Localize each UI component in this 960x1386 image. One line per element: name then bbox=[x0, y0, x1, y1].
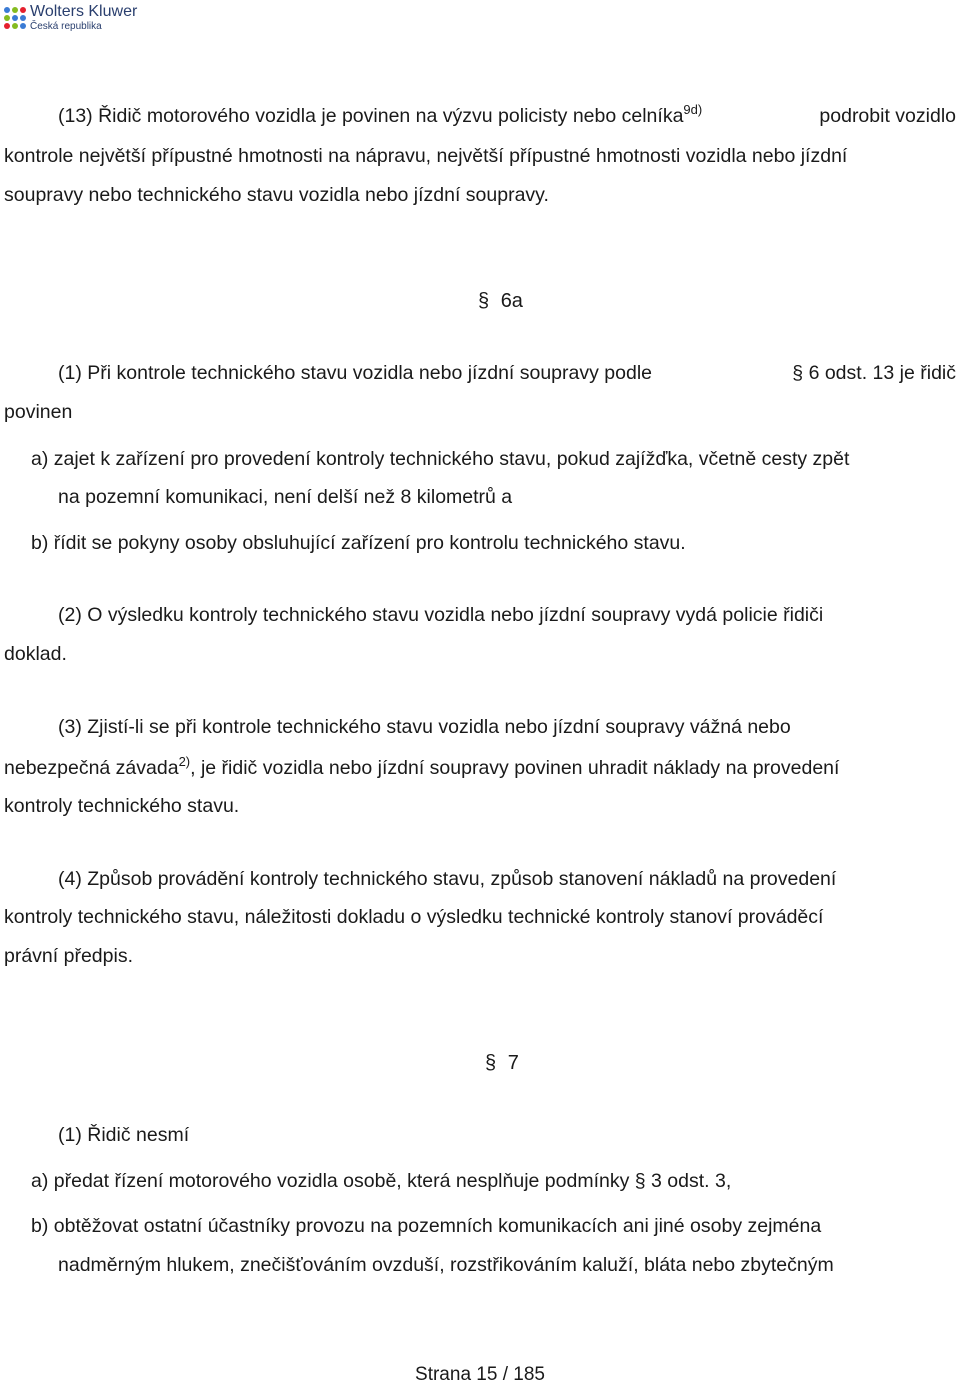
para-13-line-2: kontrole největší přípustné hmotnosti na nápravu, největší přípustné hmotnosti vozidla nebo jízdní bbox=[4, 145, 848, 167]
section-sign-icon: § bbox=[478, 290, 490, 312]
section-sign-icon: § bbox=[634, 1170, 646, 1192]
para-13-line-3: soupravy nebo technického stavu vozidla nebo jízdní soupravy. bbox=[4, 184, 549, 206]
para-6a-3-line-1: (3) Zjistí-li se při kontrole technického stavu vozidla nebo jízdní soupravy vážná nebo bbox=[58, 716, 791, 738]
publisher-logo bbox=[4, 4, 137, 32]
para-6a-4-line-2: kontroly technického stavu, náležitosti dokladu o výsledku technické kontroly stanoví prováděcí bbox=[4, 906, 824, 928]
logo-brand: Wolters Kluwer bbox=[30, 3, 138, 20]
item-7-b-line-2: nadměrným hlukem, znečišťováním ovzduší, rozstřikováním kaluží, bláta nebo zbytečným bbox=[58, 1254, 834, 1276]
para-13-text-b: podrobit vozidlo bbox=[819, 105, 956, 127]
section-number: 6a bbox=[500, 290, 523, 312]
footnote-ref: 2) bbox=[178, 754, 191, 769]
para-6a-3-line-2 bbox=[4, 754, 956, 779]
para-6a-1-line-1 bbox=[58, 362, 956, 384]
para-7-1: (1) Řidič nesmí bbox=[58, 1124, 190, 1146]
para-6a-2-line-1: (2) O výsledku kontroly technického stavu vozidla nebo jízdní soupravy vydá policie řidiči bbox=[58, 604, 824, 626]
para-6a-3-text-a: nebezpečná závada bbox=[4, 757, 179, 779]
item-7-a-text: a) předat řízení motorového vozidla osobě, která nesplňuje podmínky bbox=[31, 1170, 630, 1192]
item-b: b) řídit se pokyny osoby obsluhující zařízení pro kontrolu technického stavu. bbox=[31, 532, 686, 554]
item-a-line-1: a) zajet k zařízení pro provedení kontroly technického stavu, pokud zajížďka, včetně cesty zpět bbox=[31, 448, 850, 470]
item-7-a bbox=[31, 1170, 731, 1192]
para-13-line-1 bbox=[58, 102, 956, 127]
section-heading-7 bbox=[485, 1052, 519, 1075]
para-13-text-a: (13) Řidič motorového vozidla je povinen na výzvu policisty nebo celníka bbox=[58, 105, 684, 127]
para-6a-1-line-2: povinen bbox=[4, 401, 73, 423]
section-number: 7 bbox=[507, 1052, 519, 1074]
para-6a-3-text-b: , je řidič vozidla nebo jízdní soupravy povinen uhradit náklady na provedení bbox=[190, 757, 840, 779]
logo-icon bbox=[4, 7, 26, 29]
para-6a-2-line-2: doklad. bbox=[4, 643, 67, 665]
para-6a-3-line-3: kontroly technického stavu. bbox=[4, 795, 240, 817]
item-7-a-ref: 3 odst. 3, bbox=[651, 1170, 732, 1192]
section-heading-6a bbox=[478, 290, 523, 313]
footnote-ref: 9d) bbox=[683, 102, 703, 117]
item-7-b-line-1: b) obtěžovat ostatní účastníky provozu na pozemních komunikacích ani jiné osoby zejména bbox=[31, 1215, 822, 1237]
page-number: Strana 15 / 185 bbox=[415, 1364, 545, 1385]
section-sign-icon: § bbox=[792, 362, 804, 384]
para-6a-4-line-3: právní předpis. bbox=[4, 945, 133, 967]
para-6a-1-text-b: 6 odst. 13 je řidič bbox=[808, 362, 956, 384]
para-6a-1-text-a: (1) Při kontrole technického stavu vozidla nebo jízdní soupravy podle bbox=[58, 362, 652, 384]
section-sign-icon: § bbox=[485, 1052, 497, 1074]
item-a-line-2: na pozemní komunikaci, není delší než 8 kilometrů a bbox=[58, 486, 513, 508]
logo-subtitle: Česká republika bbox=[30, 21, 102, 32]
para-6a-4-line-1: (4) Způsob provádění kontroly technického stavu, způsob stanovení nákladů na provedení bbox=[58, 868, 837, 890]
